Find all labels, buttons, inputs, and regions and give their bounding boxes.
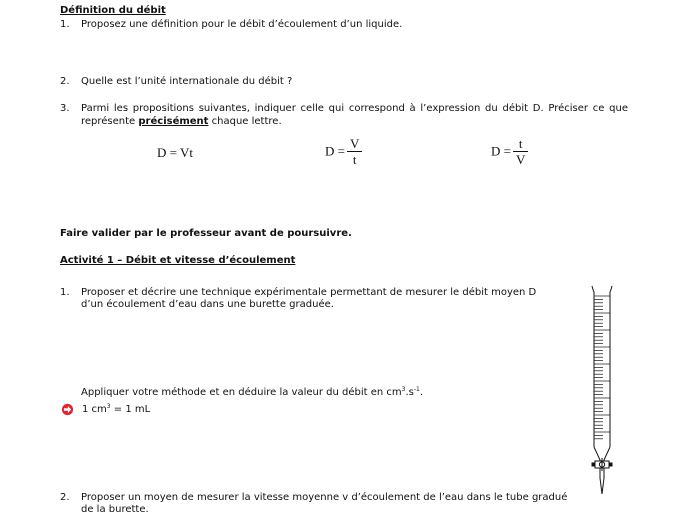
formula-d-equals-v-over-t	[325, 136, 362, 167]
question-3-line-2	[81, 116, 282, 127]
burette-graduations	[594, 296, 610, 439]
question-2-text: Quelle est l’unité internationale du débit ?	[81, 76, 293, 87]
burette-stopcock	[592, 458, 612, 471]
burette-illustration	[583, 282, 623, 497]
formula-3-left: D =	[491, 143, 511, 159]
question-3-line-2-start: représente	[81, 116, 139, 127]
activity-question-2-number: 2.	[60, 492, 70, 503]
hint-exponent-3: 3	[106, 403, 111, 410]
unit-conversion-hint	[82, 404, 150, 415]
formula-2-left: D =	[325, 143, 345, 159]
apply-text-start: Appliquer votre méthode et en déduire la valeur du débit en cm	[81, 387, 402, 398]
question-1-text: Proposez une définition pour le débit d’écoulement d’un liquide.	[81, 19, 403, 30]
apply-exponent-minus-1: -1	[413, 386, 420, 393]
apply-exponent-3: 3	[401, 386, 406, 393]
activity-question-2-line-2: de la burette.	[81, 504, 149, 515]
fraction-3-denominator: V	[515, 152, 526, 167]
apply-method-instruction	[81, 387, 423, 398]
question-3-line-2-end: chaque lettre.	[208, 116, 282, 127]
arrow-bullet-icon	[61, 403, 74, 416]
formula-d-equals-t-over-v	[491, 136, 528, 167]
question-3-line-1: Parmi les propositions suivantes, indiquer celle qui correspond à l’expression du débit D. Préciser ce que	[81, 103, 628, 114]
fraction-2-denominator: t	[352, 152, 357, 167]
emphasis-precisement: précisément	[138, 116, 209, 127]
formula-d-equals-vt: D = Vt	[157, 145, 193, 160]
fraction-t-over-v	[513, 136, 528, 167]
question-3-number: 3.	[60, 103, 70, 114]
section-title-activity-1: Activité 1 – Débit et vitesse d’écoulement	[60, 255, 296, 266]
question-2-number: 2.	[60, 76, 70, 87]
apply-text-end: .	[419, 387, 424, 398]
activity-question-2-line-1: Proposer un moyen de mesurer la vitesse moyenne v d’écoulement de l’eau dans le tube gradué	[81, 492, 568, 503]
apply-text-mid: .s	[405, 387, 414, 398]
validation-notice: Faire valider par le professeur avant de poursuivre.	[60, 228, 352, 239]
activity-question-1-number: 1.	[60, 287, 70, 298]
activity-question-1-line-1: Proposer et décrire une technique expérimentale permettant de mesurer le débit moyen D	[81, 287, 537, 298]
section-title-debit-definition: Définition du débit	[60, 5, 166, 16]
fraction-3-numerator: t	[513, 136, 528, 152]
hint-text-end: = 1 mL	[110, 404, 151, 415]
question-1-number: 1.	[60, 19, 70, 30]
fraction-v-over-t	[347, 136, 362, 167]
fraction-2-numerator: V	[347, 136, 362, 152]
activity-question-1-line-2: d’un écoulement d’eau dans une burette graduée.	[81, 299, 334, 310]
hint-text-start: 1 cm	[82, 404, 107, 415]
